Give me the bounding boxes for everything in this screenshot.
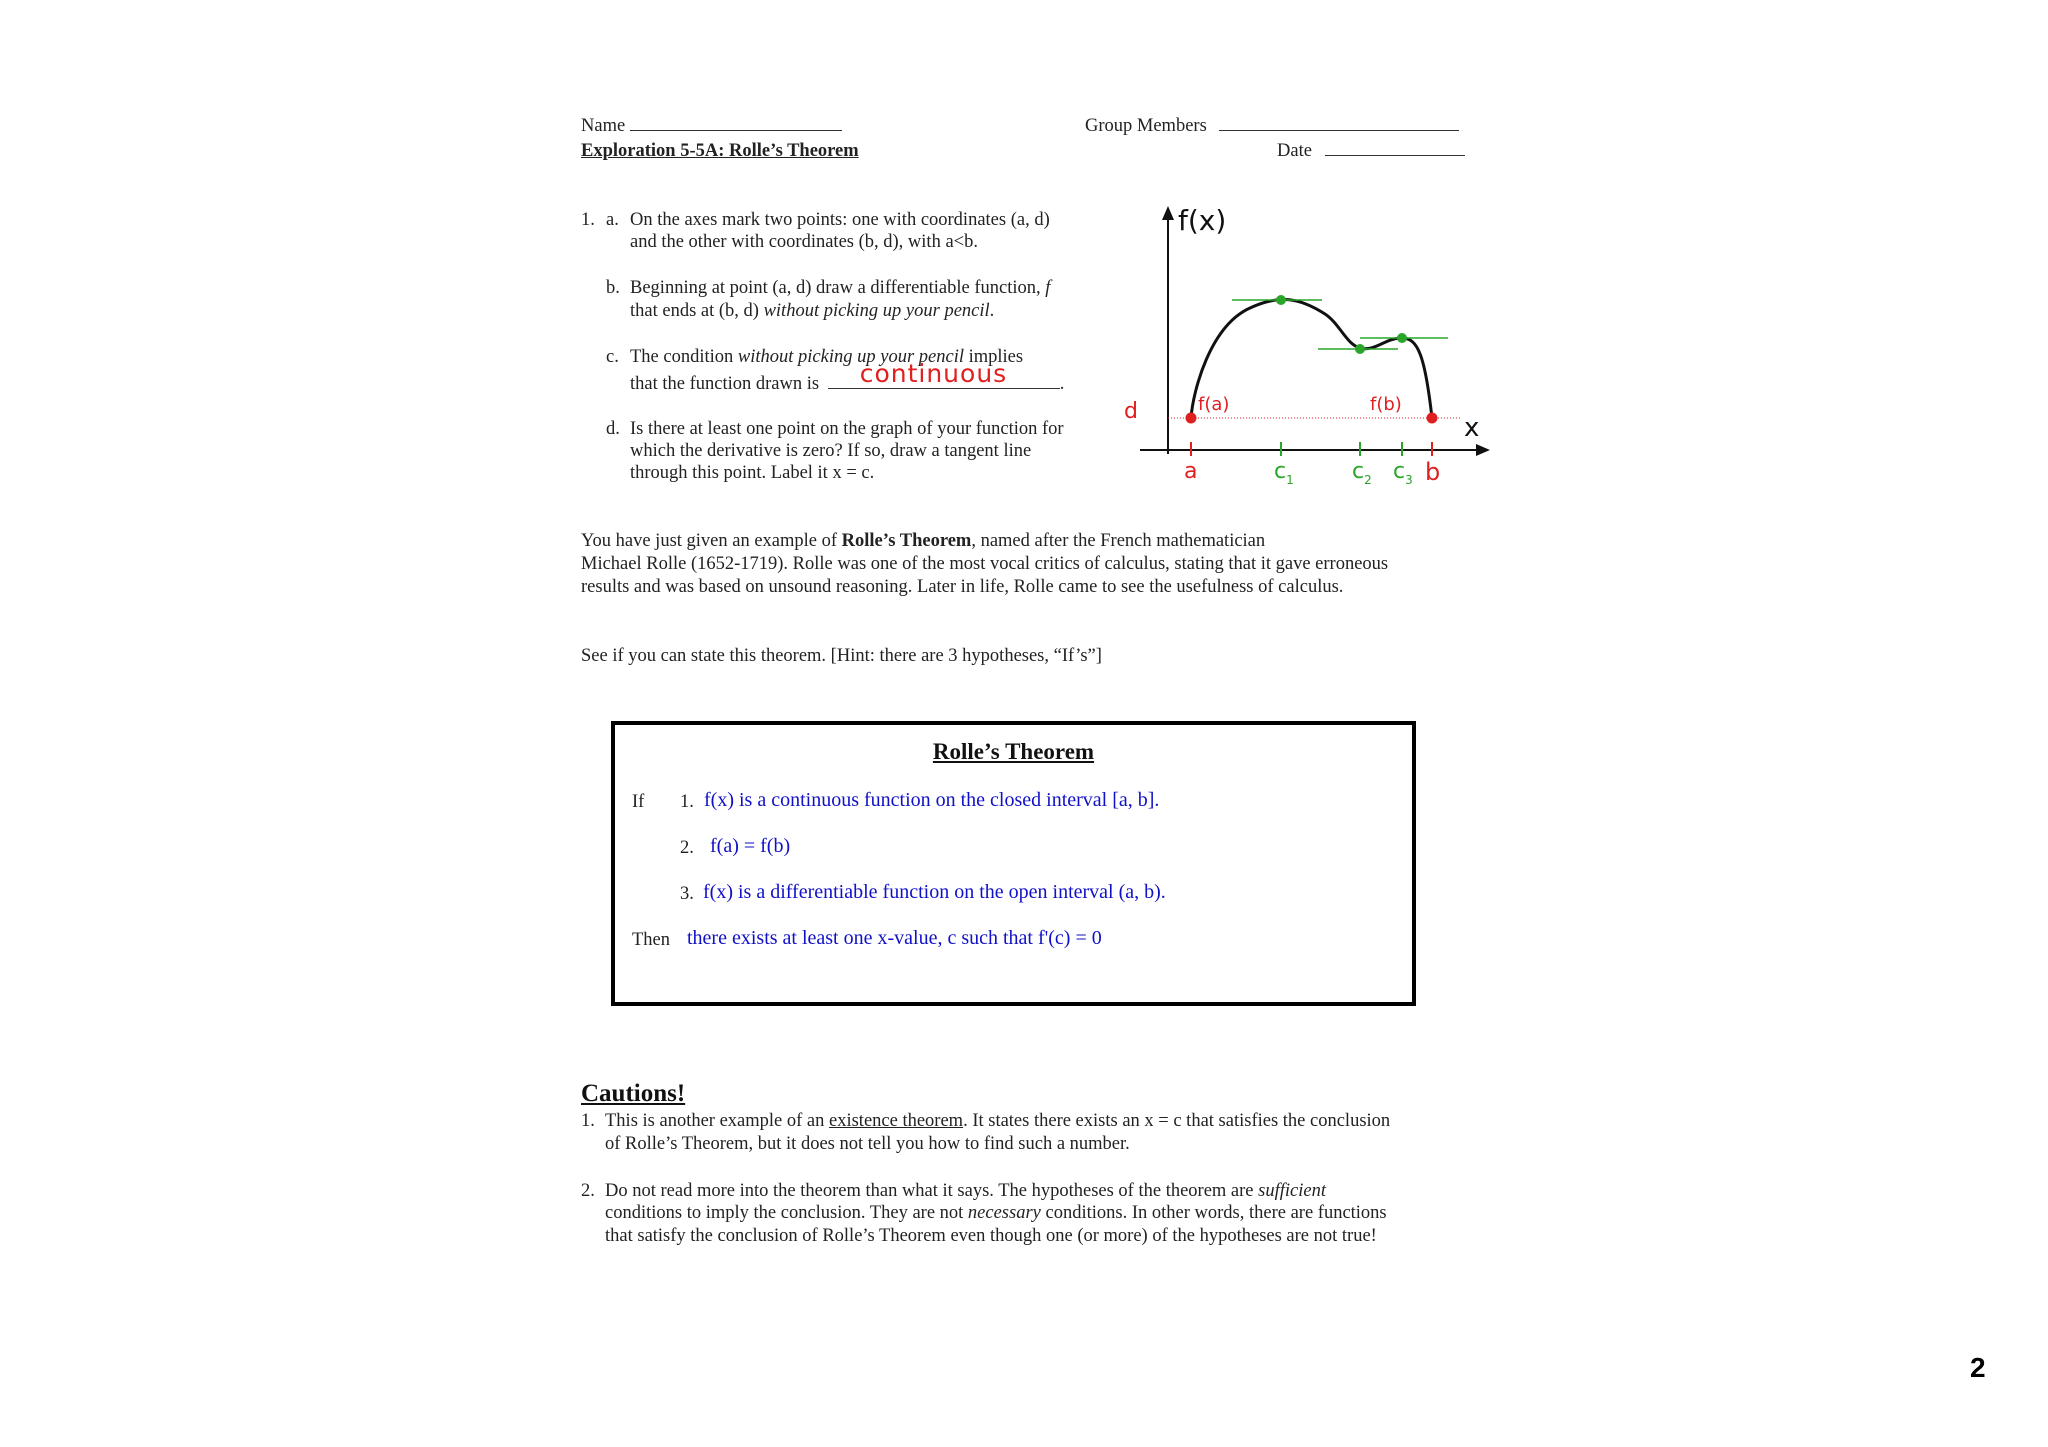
date-blank[interactable] [1325, 155, 1465, 156]
function-sketch-graph [1120, 196, 1500, 496]
theorem-title: Rolle’s Theorem [932, 739, 1095, 764]
hypothesis-2: f(a) = f(b) [710, 835, 791, 857]
q1d-line2: which the derivative is zero? If so, draw a tangent line [630, 441, 1032, 461]
history-line1-text: You have just given an example of [581, 531, 838, 551]
q1b-line2-italic: without picking up your pencil [763, 301, 990, 321]
q1a-line1: On the axes mark two points: one with coordinates (a, d) [630, 210, 1050, 230]
date-label: Date [1277, 141, 1312, 161]
q1b-line2-end: . [989, 301, 995, 321]
q1c-label: c. [606, 347, 619, 367]
history-bold-theorem: Rolle’s Theorem [841, 531, 972, 551]
then-label: Then [632, 930, 671, 950]
tick-label-c1: $c_1$ [1274, 459, 1294, 487]
endpoint-b [1427, 413, 1438, 424]
state-theorem-prompt: See if you can state this theorem. [Hint: there are 3 hypotheses, “If’s”] [581, 646, 1102, 666]
hypothesis-1-number: 1. [680, 792, 694, 812]
name-label: Name [581, 116, 626, 136]
group-members-field [1085, 115, 1459, 138]
q1b-line1 [630, 277, 1050, 300]
tick-label-a: a [1184, 459, 1198, 484]
q1c-line1-end: implies [968, 347, 1024, 367]
history-line3: results and was based on unsound reasoning. Later in life, Rolle came to see the usefulness of calculus. [581, 577, 1344, 597]
caution-1-line2: of Rolle’s Theorem, but it does not tell you how to find such a number. [605, 1134, 1130, 1154]
name-field [581, 115, 842, 138]
page-number: 2 [1970, 1352, 1986, 1383]
existence-theorem-term: existence theorem [829, 1111, 964, 1131]
history-line1-end: , named after the French mathematician [971, 531, 1266, 551]
q1c-handwritten-answer: continuous [859, 359, 1008, 388]
tangent-point-c1 [1276, 295, 1286, 305]
caution-2-number: 2. [581, 1181, 595, 1201]
if-label: If [632, 792, 645, 812]
q1d-line3: through this point. Label it x = c. [630, 463, 875, 483]
caution-2-line1-text: Do not read more into the theorem than what it says. The hypotheses of the theorem are [605, 1181, 1254, 1201]
caution-1-number: 1. [581, 1111, 595, 1131]
q1a-line2: and the other with coordinates (b, d), with a<b. [630, 232, 978, 252]
caution-1-line1-text: This is another example of an [605, 1111, 825, 1131]
tangent-point-c2 [1355, 344, 1365, 354]
q1b-line2-text: that ends at (b, d) [630, 301, 759, 321]
exploration-title [581, 140, 859, 163]
q1b-line2 [630, 300, 994, 323]
caution-2-line1 [605, 1180, 1326, 1203]
caution-2-line2 [605, 1202, 1387, 1225]
name-blank[interactable] [630, 130, 842, 131]
x-axis-arrow-icon [1476, 444, 1490, 456]
q1d-label: d. [606, 419, 620, 439]
q1b-line1-text: Beginning at point (a, d) draw a differentiable function, [630, 278, 1041, 298]
tick-label-c3: $c_3$ [1393, 459, 1413, 487]
hypothesis-1: f(x) is a continuous function on the closed interval [a, b]. [704, 789, 1160, 811]
y-axis-arrow-icon [1162, 206, 1174, 220]
hypothesis-2-number: 2. [680, 838, 694, 858]
tick-label-b: b [1425, 458, 1441, 486]
group-members-blank[interactable] [1219, 130, 1459, 131]
date-field [1277, 140, 1465, 163]
necessary-term: necessary [967, 1203, 1041, 1223]
q1c-line2-text: that the function drawn is [630, 374, 820, 394]
caution-2-line2-text: conditions to imply the conclusion. They are not [605, 1203, 964, 1223]
hypothesis-3-number: 3. [680, 884, 694, 904]
q1c-line1-text: The condition [630, 347, 734, 367]
endpoint-a [1186, 413, 1197, 424]
q1a-label: a. [606, 210, 619, 230]
sufficient-term: sufficient [1258, 1181, 1326, 1201]
caution-2-line3: that satisfy the conclusion of Rolle’s Theorem even though one (or more) of the hypotheses are not true! [605, 1226, 1377, 1246]
q1b-label: b. [606, 278, 620, 298]
fa-label: f(a) [1198, 394, 1230, 415]
q1c-answer-blank[interactable] [828, 359, 1060, 389]
caution-1-line1-end: . It states there exists an x = c that satisfies the conclusion [963, 1111, 1391, 1131]
q1c-line1-italic: without picking up your pencil [737, 347, 964, 367]
history-line2: Michael Rolle (1652-1719). Rolle was one of the most vocal critics of calculus, stating that it gave erroneous [581, 554, 1389, 574]
q1b-function-f: f [1045, 278, 1051, 298]
caution-1-line1 [605, 1110, 1390, 1133]
group-members-label: Group Members [1085, 116, 1207, 136]
caution-2-line2-end: conditions. In other words, there are functions [1045, 1203, 1387, 1223]
history-line1 [581, 530, 1265, 553]
hypothesis-3: f(x) is a differentiable function on the open interval (a, b). [703, 881, 1166, 903]
theorem-box [611, 721, 1416, 1006]
tangent-point-c3 [1397, 333, 1407, 343]
fb-label: f(b) [1370, 394, 1402, 415]
q1c-line2-end: . [1059, 374, 1065, 394]
exploration-title-text: Exploration 5-5A: Rolle’s Theorem [581, 141, 859, 161]
cautions-title: Cautions! [581, 1080, 686, 1107]
x-axis-label: x [1464, 413, 1480, 443]
d-label: d [1124, 399, 1138, 424]
conclusion: there exists at least one x-value, c such that f'(c) = 0 [687, 927, 1102, 949]
q1-number: 1. [581, 210, 595, 230]
q1d-line1: Is there at least one point on the graph of your function for [630, 419, 1064, 439]
tick-label-c2: $c_2$ [1352, 459, 1372, 487]
y-axis-label: f(x) [1178, 204, 1227, 237]
q1c-line2 [630, 359, 1065, 396]
